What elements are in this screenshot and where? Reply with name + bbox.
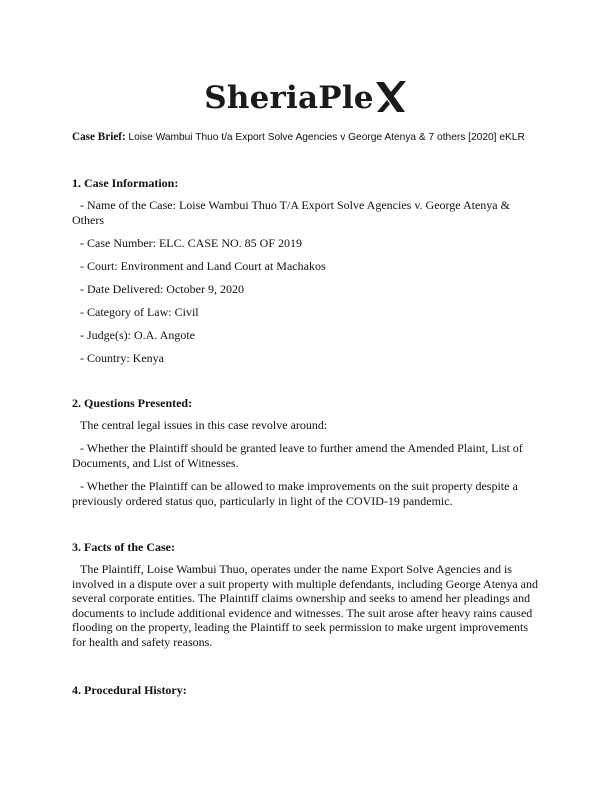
question-item-1: - Whether the Plaintiff should be granted leave to further amend the Amended Plaint, List of Documents, and List of Witnesses. <box>72 441 523 470</box>
sheriaplex-logo <box>0 72 612 124</box>
case-info-country: - Country: Kenya <box>80 351 164 365</box>
case-info-category: - Category of Law: Civil <box>80 305 199 319</box>
facts-paragraph: The Plaintiff, Loise Wambui Thuo, operates under the name Export Solve Agencies and is involved in a dispute over a suit property with multiple defendants, including George Atenya and several corporate entities. The Plaintiff claims ownership and seeks to amend her pleadings and documents to include additional evidence and witnesses. The suit arose after heavy rains caused flooding on the property, leading the Plaintiff to seek permission to make urgent improvements for health and safety reasons. <box>72 562 539 649</box>
case-info-number: - Case Number: ELC. CASE NO. 85 OF 2019 <box>80 236 302 250</box>
questions-intro: The central legal issues in this case revolve around: <box>80 418 328 432</box>
case-info-judges: - Judge(s): O.A. Angote <box>80 328 195 342</box>
case-brief-label: Case Brief: <box>72 131 126 143</box>
logo-x-mark-icon <box>372 79 408 115</box>
section-heading-case-information: 1. Case Information: <box>72 176 179 190</box>
section-heading-questions-presented: 2. Questions Presented: <box>72 396 193 410</box>
case-info-date: - Date Delivered: October 9, 2020 <box>80 282 244 296</box>
case-info-court: - Court: Environment and Land Court at Machakos <box>80 259 326 273</box>
section-heading-facts: 3. Facts of the Case: <box>72 540 175 554</box>
logo-wordmark: SheriaPle <box>204 79 374 116</box>
question-item-2: - Whether the Plaintiff can be allowed to make improvements on the suit property despite a previously ordered status quo, particularly in light of the COVID-19 pandemic. <box>72 479 518 508</box>
section-heading-procedural-history: 4. Procedural History: <box>72 683 187 697</box>
case-brief-title: Loise Wambui Thuo t/a Export Solve Agencies v George Atenya & 7 others [2020] eKLR <box>128 132 525 143</box>
case-info-name: - Name of the Case: Loise Wambui Thuo T/A Export Solve Agencies v. George Atenya & Others <box>72 198 510 227</box>
case-brief-line <box>72 131 552 144</box>
